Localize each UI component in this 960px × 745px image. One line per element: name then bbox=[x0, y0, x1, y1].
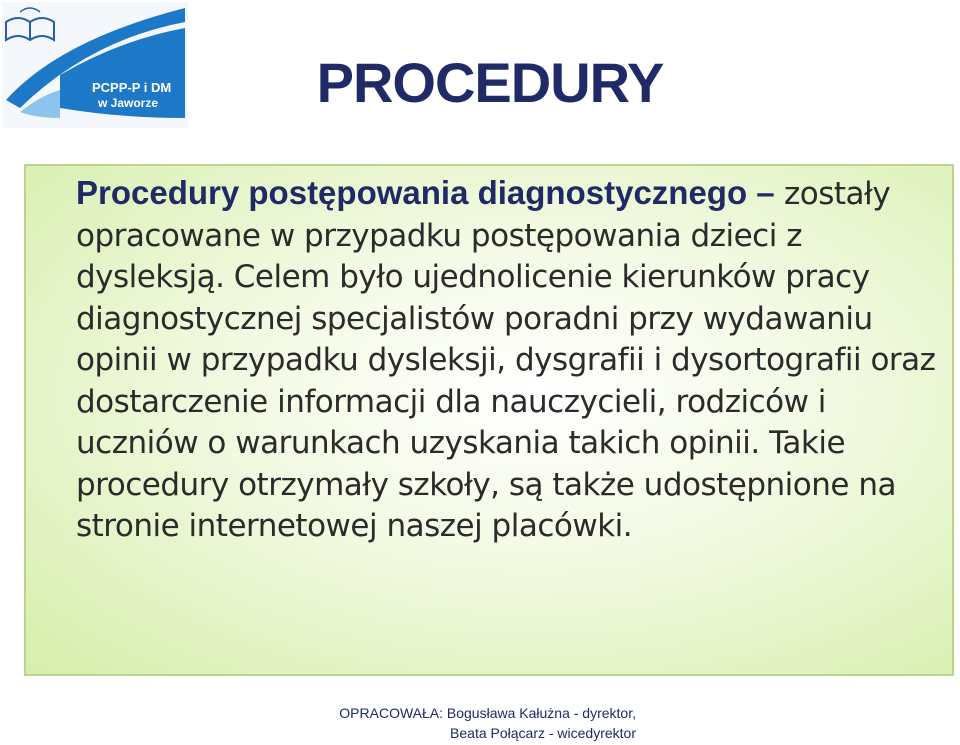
footer-line1: OPRACOWAŁA: Bogusława Kałużna - dyrektor, bbox=[339, 705, 636, 721]
logo-graphic bbox=[0, 0, 190, 130]
footer-line2: Beata Połącarz - wicedyrektor bbox=[450, 725, 636, 741]
lead-text: Procedury postępowania diagnostycznego – bbox=[76, 174, 775, 211]
body-paragraph bbox=[76, 172, 936, 548]
body-text: zostały opracowane w przypadku postępowania dzieci z dysleksją. Celem było ujednolicenie kierunków pracy diagnostycznej specjalistów poradni przy wydawaniu opinii w przypadku dysleksji, dysgrafii i dysortografii oraz dostarczenie informacji dla nauczycieli, rodziców i uczniów o warunkach uzyskania takich opinii. Takie procedury otrzymały szkoły, są także udostępnione na stronie internetowej naszej placówki. bbox=[76, 176, 936, 544]
logo-line1: PCPP-P i DM bbox=[92, 80, 172, 95]
footer-credits bbox=[236, 703, 636, 743]
slide-title: PROCEDURY bbox=[316, 51, 664, 114]
institution-logo bbox=[0, 0, 190, 130]
content-box bbox=[24, 164, 954, 676]
logo-line2: w Jaworze bbox=[98, 96, 159, 110]
